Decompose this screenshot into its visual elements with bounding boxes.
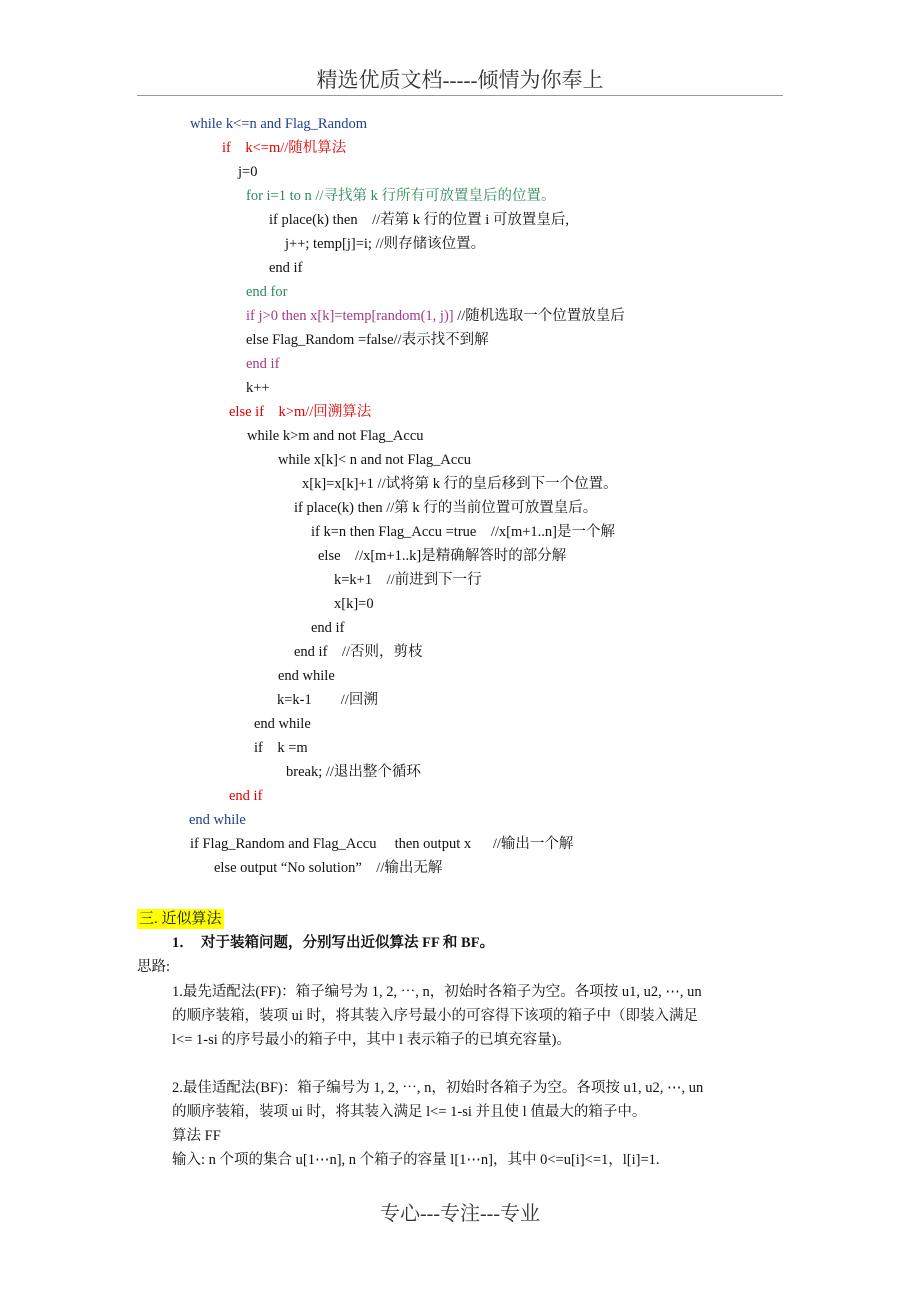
- code-line: if k<=m//随机算法: [222, 140, 347, 156]
- code-fragment: if j>0 then x[k]=temp[random(1, j)]: [246, 308, 454, 324]
- code-line: end if: [229, 788, 263, 804]
- code-line: else Flag_Random =false//表示找不到解: [246, 332, 489, 348]
- code-line: while x[k]< n and not Flag_Accu: [278, 452, 472, 468]
- code-line: end if: [311, 620, 345, 636]
- code-line: else if k>m//回溯算法: [229, 404, 372, 420]
- code-line: j++; temp[j]=i; //则存储该位置。: [285, 236, 486, 252]
- code-line: while k>m and not Flag_Accu: [247, 428, 424, 444]
- code-comment: //随机选取一个位置放皇后: [453, 308, 625, 324]
- code-line: if Flag_Random and Flag_Accu then output x //输出一个解: [190, 836, 574, 852]
- page-header: 精选优质文档-----倾情为你奉上: [316, 68, 604, 92]
- code-line: end if //否则，剪枝: [294, 644, 423, 660]
- code-line: [246, 306, 625, 326]
- code-line: while k<=n and Flag_Random: [190, 116, 368, 132]
- page-footer: 专心---专注---专业: [380, 1203, 540, 1225]
- code-line: if k=n then Flag_Accu =true //x[m+1..n]是一个解: [311, 524, 616, 540]
- code-line: end if: [269, 260, 303, 276]
- code-line: end while: [278, 668, 335, 684]
- question-heading: 1． 对于装箱问题，分别写出近似算法 FF 和 BF。: [172, 935, 495, 951]
- ff-description-line: 1.最先适配法(FF)：箱子编号为 1, 2, ⋯, n，初始时各箱子为空。各项按 u1, u2, ⋯, un: [172, 984, 702, 1000]
- code-line: if place(k) then //若第 k 行的位置 i 可放置皇后,: [269, 212, 570, 228]
- ff-description-line: 的顺序装箱，装项 ui 时，将其装入序号最小的可容得下该项的箱子中（即装入满足: [172, 1008, 699, 1024]
- code-line: k++: [246, 380, 270, 396]
- code-line: break; //退出整个循环: [286, 764, 421, 780]
- code-line: x[k]=0: [334, 596, 374, 612]
- ff-description-line: l<= 1-si 的序号最小的箱子中，其中 l 表示箱子的已填充容量)。: [172, 1032, 571, 1048]
- code-line: k=k+1 //前进到下一行: [334, 572, 482, 588]
- algorithm-label: 算法 FF: [172, 1128, 221, 1144]
- code-line: j=0: [238, 164, 258, 180]
- code-line: k=k-1 //回溯: [277, 692, 378, 708]
- section-title: 三. 近似算法: [139, 911, 222, 927]
- code-line: for i=1 to n //寻找第 k 行所有可放置皇后的位置。: [246, 188, 556, 204]
- code-line: end while: [254, 716, 311, 732]
- code-line: else output “No solution” //输出无解: [214, 860, 443, 876]
- thinking-label: 思路:: [137, 959, 171, 975]
- code-line: x[k]=x[k]+1 //试将第 k 行的皇后移到下一个位置。: [302, 476, 618, 492]
- header-rule: [137, 95, 783, 96]
- code-line: end if: [246, 356, 280, 372]
- code-line: if k =m: [254, 740, 308, 756]
- bf-description-line: 的顺序装箱，装项 ui 时，将其装入满足 l<= 1-si 并且使 l 值最大的箱子中。: [172, 1104, 647, 1120]
- code-line: end for: [246, 284, 288, 300]
- code-line: end while: [189, 812, 246, 828]
- bf-description-line: 2.最佳适配法(BF)：箱子编号为 1, 2, ⋯, n，初始时各箱子为空。各项按 u1, u2, ⋯, un: [172, 1080, 704, 1096]
- code-line: if place(k) then //第 k 行的当前位置可放置皇后。: [294, 500, 598, 516]
- code-line: else //x[m+1..k]是精确解答时的部分解: [318, 548, 567, 564]
- input-line: 输入: n 个项的集合 u[1⋯n], n 个箱子的容量 l[1⋯n]，其中 0<=u[i]<=1，l[i]=1.: [172, 1152, 660, 1168]
